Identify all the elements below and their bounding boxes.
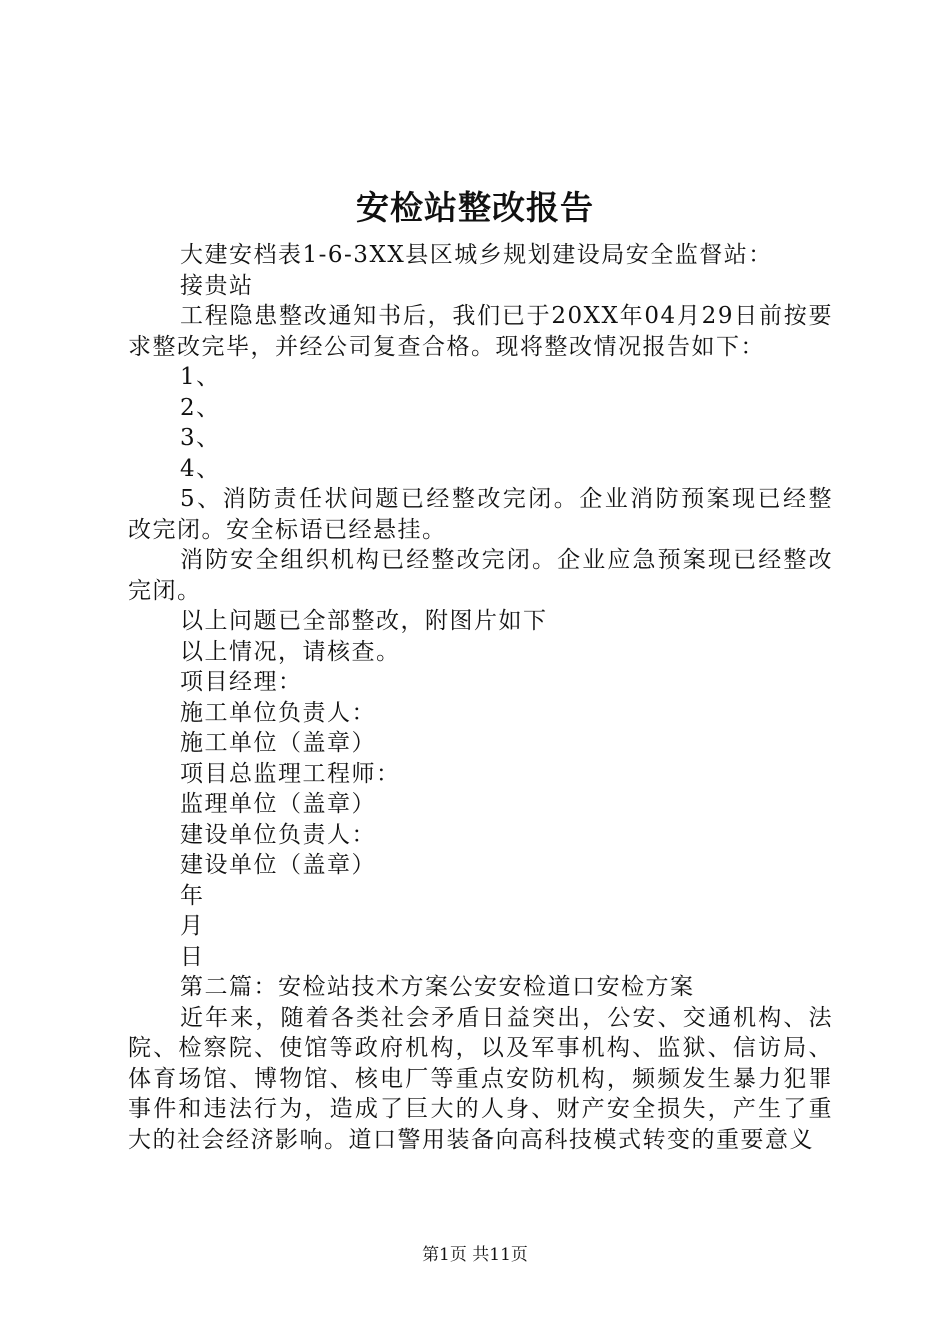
paragraph-line: 以上情况，请核查。 bbox=[180, 638, 401, 665]
signature-line: 项目总监理工程师： bbox=[180, 760, 401, 787]
list-item: 3、 bbox=[180, 425, 221, 451]
signature-line: 施工单位（盖章） bbox=[180, 730, 376, 756]
paragraph-notice: 工程隐患整改通知书后，我们已于20XX年04月29日前按要求整改完毕，并经公司复查合格。现将整改情况报告如下： bbox=[128, 303, 833, 360]
signature-line: 项目经理： bbox=[180, 669, 303, 695]
page-indicator: 第1页 共11页 bbox=[422, 1245, 528, 1265]
signature-line: 建设单位（盖章） bbox=[180, 852, 376, 878]
section-heading: 第二篇：安检站技术方案公安安检道口安检方案 bbox=[180, 974, 695, 1000]
document-body bbox=[128, 240, 833, 1155]
list-item: 4、 bbox=[180, 455, 221, 482]
date-line: 日 bbox=[180, 943, 205, 970]
paragraph-body: 近年来，随着各类社会矛盾日益突出，公安、交通机构、法院、检察院、使馆等政府机构，以及军事机构、监狱、信访局、体育场馆、博物馆、核电厂等重点安防机构，频频发生暴力犯罪事件和违法行为，造成了巨大的人身、财产安全损失，产生了重大的社会经济影响。道口警用装备向高科技模式转变的重要意义 bbox=[128, 1004, 833, 1153]
paragraph-line: 消防安全组织机构已经整改完闭。企业应急预案现已经整改完闭。 bbox=[128, 547, 833, 604]
list-item: 5、消防责任状问题已经整改完闭。企业消防预案现已经整改完闭。安全标语已经悬挂。 bbox=[128, 486, 833, 543]
signature-line: 建设单位负责人： bbox=[180, 821, 376, 848]
paragraph-addressee: 大建安档表1-6-3XX县区城乡规划建设局安全监督站： bbox=[180, 242, 773, 268]
date-line: 年 bbox=[180, 882, 205, 909]
date-line: 月 bbox=[180, 913, 205, 939]
list-item: 2、 bbox=[180, 394, 221, 421]
document-title: 安检站整改报告 bbox=[356, 188, 594, 227]
signature-line: 施工单位负责人： bbox=[180, 699, 376, 726]
signature-line: 监理单位（盖章） bbox=[180, 791, 376, 817]
paragraph-line: 以上问题已全部整改，附图片如下 bbox=[180, 608, 548, 634]
list-item: 1、 bbox=[180, 364, 221, 390]
paragraph-line: 接贵站 bbox=[180, 272, 254, 299]
